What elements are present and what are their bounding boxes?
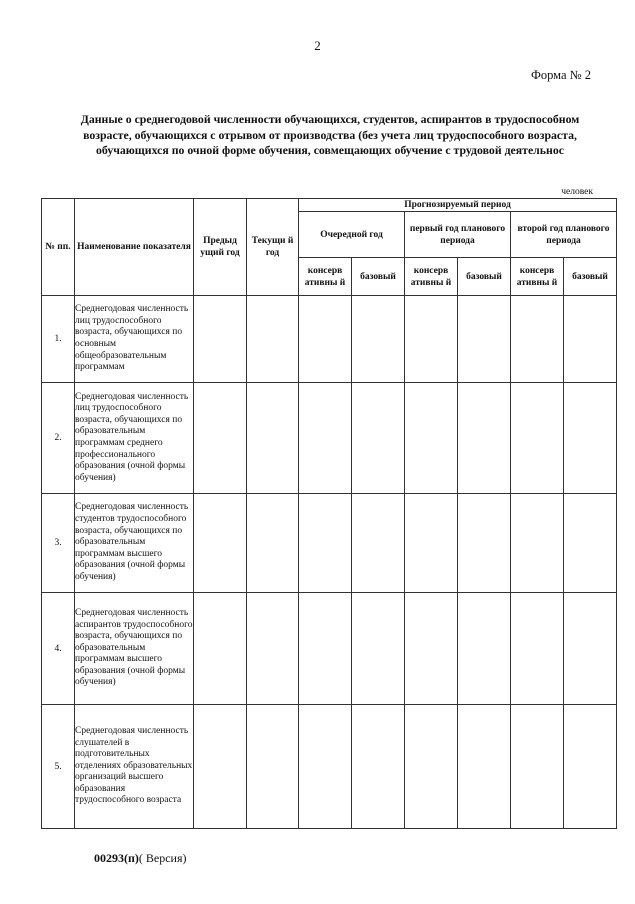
form-code: 00293(п) bbox=[94, 851, 139, 865]
header-first-plan-year: первый год планового периода bbox=[405, 212, 511, 258]
value-cell bbox=[299, 593, 352, 705]
value-cell bbox=[194, 705, 247, 829]
value-cell bbox=[511, 383, 564, 494]
value-cell bbox=[458, 383, 511, 494]
row-number: 4. bbox=[42, 593, 75, 705]
row-name: Среднегодовая численность аспирантов трудоспособного возраста, обучающихся по образовательным программам высшего образования (очной формы обучения) bbox=[75, 593, 194, 705]
form-label: Форма № 2 bbox=[531, 68, 591, 82]
value-cell bbox=[194, 494, 247, 593]
value-cell bbox=[194, 296, 247, 383]
value-cell bbox=[247, 593, 299, 705]
value-cell bbox=[405, 593, 458, 705]
data-table bbox=[41, 198, 617, 829]
row-number: 3. bbox=[42, 494, 75, 593]
value-cell bbox=[564, 494, 617, 593]
value-cell bbox=[247, 296, 299, 383]
value-cell bbox=[299, 494, 352, 593]
value-cell bbox=[405, 705, 458, 829]
header-conservative: консерв ативны й bbox=[299, 258, 352, 296]
value-cell bbox=[352, 494, 405, 593]
table-row bbox=[42, 593, 617, 705]
value-cell bbox=[564, 383, 617, 494]
value-cell bbox=[352, 593, 405, 705]
table-row bbox=[42, 705, 617, 829]
row-name: Среднегодовая численность слушателей в подготовительных отделениях образовательных организаций высшего образования трудоспособного возраста bbox=[75, 705, 194, 829]
value-cell bbox=[564, 593, 617, 705]
header-conservative: консерв ативны й bbox=[405, 258, 458, 296]
value-cell bbox=[458, 494, 511, 593]
value-cell bbox=[405, 494, 458, 593]
value-cell bbox=[299, 296, 352, 383]
value-cell bbox=[194, 593, 247, 705]
value-cell bbox=[299, 705, 352, 829]
value-cell bbox=[511, 593, 564, 705]
version-label: ( Версия) bbox=[138, 851, 187, 865]
table-row bbox=[42, 383, 617, 494]
header-conservative: консерв ативны й bbox=[511, 258, 564, 296]
header-num: № пп. bbox=[42, 199, 75, 296]
row-number: 1. bbox=[42, 296, 75, 383]
value-cell bbox=[247, 383, 299, 494]
value-cell bbox=[564, 705, 617, 829]
value-cell bbox=[458, 296, 511, 383]
header-base: базовый bbox=[458, 258, 511, 296]
value-cell bbox=[352, 296, 405, 383]
value-cell bbox=[458, 705, 511, 829]
row-name: Среднегодовая численность лиц трудоспособного возраста, обучающихся по основным общеобразовательным программам bbox=[75, 296, 194, 383]
page-number: 2 bbox=[314, 38, 321, 53]
value-cell bbox=[352, 383, 405, 494]
row-number: 2. bbox=[42, 383, 75, 494]
row-name: Среднегодовая численность студентов трудоспособного возраста, обучающихся по образовательным программам высшего образования (очной формы обучения) bbox=[75, 494, 194, 593]
value-cell bbox=[299, 383, 352, 494]
document-title: Данные о среднегодовой численности обучающихся, студентов, аспирантов в трудоспособном возрасте, обучающихся с отрывом от производства (без учета лиц трудоспособного возраста, обучающихся по очной форме обучения, совмещающих обучение с трудовой деятельнос bbox=[80, 112, 580, 157]
value-cell bbox=[511, 296, 564, 383]
value-cell bbox=[458, 593, 511, 705]
value-cell bbox=[247, 494, 299, 593]
header-current-year: Текущи й год bbox=[247, 199, 299, 296]
footer-code bbox=[94, 851, 187, 866]
table-row bbox=[42, 296, 617, 383]
header-forecast: Прогнозируемый период bbox=[299, 199, 617, 212]
row-number: 5. bbox=[42, 705, 75, 829]
header-name: Наименование показателя bbox=[75, 199, 194, 296]
value-cell bbox=[564, 296, 617, 383]
value-cell bbox=[511, 494, 564, 593]
table-row bbox=[42, 494, 617, 593]
header-prev-year: Предыд ущий год bbox=[194, 199, 247, 296]
value-cell bbox=[405, 296, 458, 383]
value-cell bbox=[247, 705, 299, 829]
value-cell bbox=[511, 705, 564, 829]
row-name: Среднегодовая численность лиц трудоспособного возраста, обучающихся по образовательным программам среднего профессионального образования (очной формы обучения) bbox=[75, 383, 194, 494]
unit-label: человек bbox=[561, 187, 593, 197]
header-second-plan-year: второй год планового периода bbox=[511, 212, 617, 258]
header-next-year: Очередной год bbox=[299, 212, 405, 258]
header-base: базовый bbox=[564, 258, 617, 296]
value-cell bbox=[405, 383, 458, 494]
value-cell bbox=[194, 383, 247, 494]
value-cell bbox=[352, 705, 405, 829]
header-base: базовый bbox=[352, 258, 405, 296]
